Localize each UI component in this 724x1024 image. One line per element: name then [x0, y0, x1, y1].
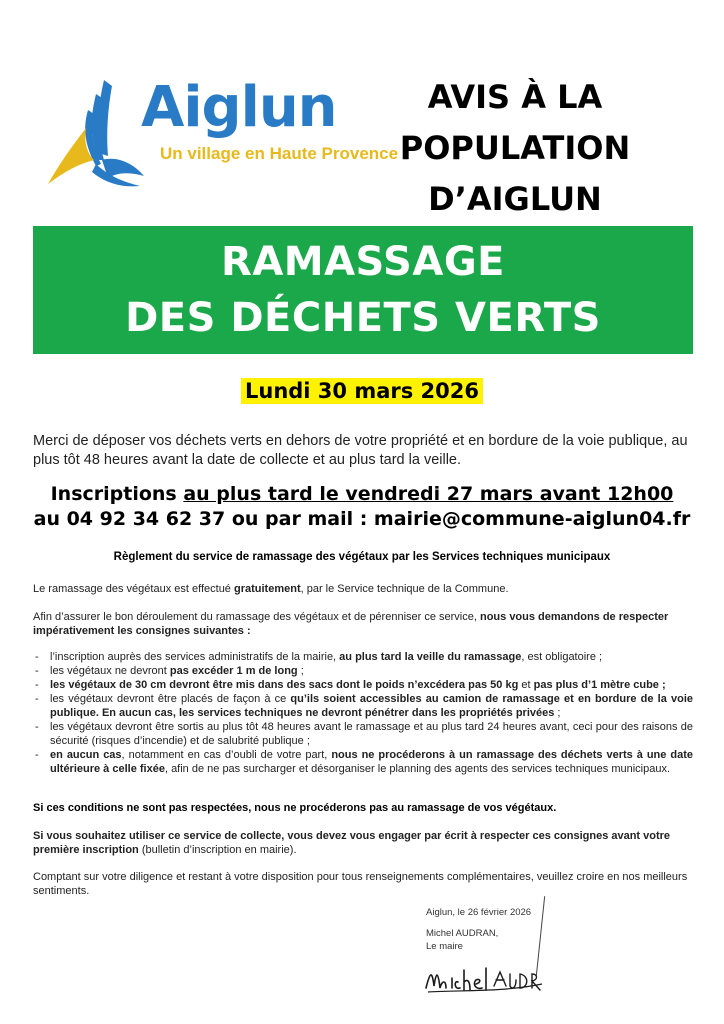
notice-heading-line: POPULATION	[399, 129, 631, 167]
intro-paragraph: Merci de déposer vos déchets verts en dehors de votre propriété et en bordure de la voie publique, au plus tôt 48 heures avant la date de collecte et au plus tard la veille.	[33, 433, 688, 468]
banner-title-line: RAMASSAGE	[221, 239, 505, 285]
notice-heading	[360, 72, 670, 225]
registration-info	[0, 482, 724, 532]
signature-place-date: Aiglun, le 26 février 2026	[426, 907, 532, 918]
free-of-charge: gratuitement	[233, 583, 301, 595]
logo-tagline: Un village en Haute Provence	[160, 144, 399, 163]
registration-deadline: au plus tard le vendredi 27 mars avant 12h00	[183, 483, 674, 505]
signatory-name: Michel AUDRAN,	[426, 928, 499, 939]
rules-list	[33, 650, 693, 776]
engagement-paragraph: Si vous souhaitez utiliser ce service de collecte, vous devez vous engager par écrit à respecter ces consignes avant votre première inscription (bulletin d’inscription en mairie).	[33, 830, 671, 856]
rules-lead-paragraph: Afin d’assurer le bon déroulement du ramassage des végétaux et de pérenniser ce service, nous vous demandons de respecter impérativement les consignes suivantes :	[33, 611, 669, 637]
rules-title: Règlement du service de ramassage des végétaux par les Services techniques municipaux	[113, 551, 611, 563]
title-banner	[33, 226, 693, 354]
list-item: - les végétaux devront être sortis au plus tôt 48 heures avant le ramassage et au plus tard 24 heures avant, ceci pour des raisons de sécurité (risques d’incendie) et de salubrité publique ;	[33, 720, 693, 748]
list-item: - l’inscription auprès des services administratifs de la mairie, au plus tard la veille du ramassage, est obligatoire ;	[33, 650, 693, 664]
list-item: - les végétaux de 30 cm devront être mis dans des sacs dont le poids n’excédera pas 50 kg et pas plus d’1 mètre cube ;	[33, 678, 693, 692]
closing-paragraph: Comptant sur votre diligence et restant à votre disposition pour tous renseignements complémentaires, veuillez croire en nos meilleurs sentiments.	[33, 871, 688, 897]
banner-title-line: DES DÉCHETS VERTS	[125, 295, 601, 341]
signature-block	[426, 906, 531, 953]
collection-date: Lundi 30 mars 2026	[241, 378, 483, 404]
list-item: - les végétaux devront être placés de façon à ce qu’ils soient accessibles au camion de ramassage et en bordure de la voie publique. En aucun cas, les services techniques ne devront pénétrer dans les propriétés privées ;	[33, 692, 693, 720]
notice-heading-line: D’AIGLUN	[428, 180, 602, 218]
notice-heading-line: AVIS À LA	[427, 78, 603, 116]
registration-prefix: Inscriptions	[50, 483, 184, 505]
aiglun-logo	[46, 72, 399, 190]
logo-wordmark: Aiglun	[141, 75, 337, 140]
rules-intro-paragraph: Le ramassage des végétaux est effectué gratuitement, par le Service technique de la Commune.	[33, 583, 509, 595]
signatory-role: Le maire	[426, 941, 463, 952]
handwritten-signature	[424, 962, 544, 996]
registration-contact: au 04 92 34 62 37 ou par mail : mairie@commune-aiglun04.fr	[33, 508, 691, 530]
warning-paragraph: Si ces conditions ne sont pas respectées, nous ne procéderons pas au ramassage de vos végétaux.	[33, 802, 557, 814]
list-item: - les végétaux ne devront pas excéder 1 m de long ;	[33, 664, 693, 678]
list-item: - en aucun cas, notamment en cas d’oubli de votre part, nous ne procéderons à un ramassage des déchets verts à une date ultérieure à celle fixée, afin de ne pas surcharger et désorganiser le planning des agents des services techniques municipaux.	[33, 748, 693, 776]
